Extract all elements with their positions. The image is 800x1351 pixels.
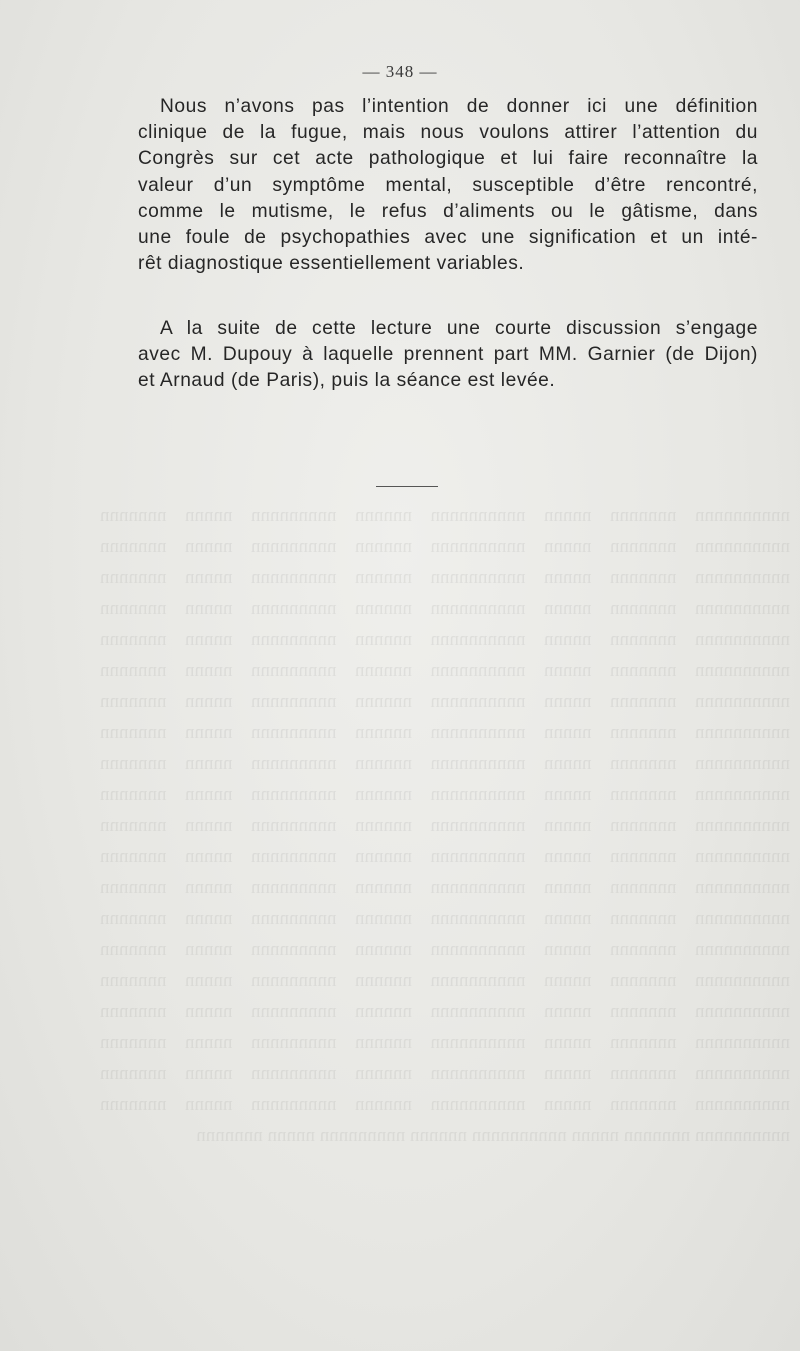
text-line: comme le mutisme, le refus d’aliments ou le gâtisme, dans: [138, 200, 758, 222]
paragraph-definition: [138, 94, 758, 277]
section-separator-rule: [376, 486, 438, 487]
show-through-texture: nnnnnnnnnn nnnnnnn nnnnn nnnnnnnnnn nnnnnn nnnnnnnnn nnnnn nnnnnnn nnnnnnnnnn nnnnnnn nnnnn nnnnnnnnnn nnnnnn nnnnnnnnn nnnnn nnnnnnn nnnnnnnnnn nnnnnnn nnnnn nnnnnnnnnn nnnnnn nnnnnnnnn nnnnn nnnnnnn nnnnnnnnnn nnnnnnn nnnnn nnnnnnnnnn nnnnnn nnnnnnnnn nnnnn nnnnnnn nnnnnnnnnn nnnnnnn nnnnn nnnnnnnnnn nnnnnn nnnnnnnnn nnnnn nnnnnnn nnnnnnnnnn nnnnnnn nnnnn nnnnnnnnnn nnnnnn nnnnnnnnn nnnnn nnnnnnn nnnnnnnnnn nnnnnnn nnnnn nnnnnnnnnn nnnnnn nnnnnnnnn nnnnn nnnnnnn nnnnnnnnnn nnnnnnn nnnnn nnnnnnnnnn nnnnnn nnnnnnnnn nnnnn nnnnnnn nnnnnnnnnn nnnnnnn nnnnn nnnnnnnnnn nnnnnn nnnnnnnnn nnnnn nnnnnnn nnnnnnnnnn nnnnnnn nnnnn nnnnnnnnnn nnnnnn nnnnnnnnn nnnnn nnnnnnn nnnnnnnnnn nnnnnnn nnnnn nnnnnnnnnn nnnnnn nnnnnnnnn nnnnn nnnnnnn nnnnnnnnnn nnnnnnn nnnnn nnnnnnnnnn nnnnnn nnnnnnnnn nnnnn nnnnnnn nnnnnnnnnn nnnnnnn nnnnn nnnnnnnnnn nnnnnn nnnnnnnnn nnnnn nnnnnnn nnnnnnnnnn nnnnnnn nnnnn nnnnnnnnnn nnnnnn nnnnnnnnn nnnnn nnnnnnn nnnnnnnnnn nnnnnnn nnnnn nnnnnnnnnn nnnnnn nnnnnnnnn nnnnn nnnnnnn nnnnnnnnnn nnnnnnn nnnnn nnnnnnnnnn nnnnnn nnnnnnnnn nnnnn nnnnnnn nnnnnnnnnn nnnnnnn nnnnn nnnnnnnnnn nnnnnn nnnnnnnnn nnnnn nnnnnnn nnnnnnnnnn nnnnnnn nnnnn nnnnnnnnnn nnnnnn nnnnnnnnn nnnnn nnnnnnn nnnnnnnnnn nnnnnnn nnnnn nnnnnnnnnn nnnnnn nnnnnnnnn nnnnn nnnnnnn nnnnnnnnnn nnnnnnn nnnnn nnnnnnnnnn nnnnnn nnnnnnnnn nnnnn nnnnnnn nnnnnnnnnn nnnnnnn nnnnn nnnnnnnnnn nnnnnn nnnnnnnnn nnnnn nnnnnnn: [100, 505, 790, 1146]
text-line: valeur d’un symptôme mental, susceptible d’être rencontré,: [138, 174, 758, 196]
paragraph-discussion: [138, 316, 758, 395]
page-number: — 348 —: [362, 62, 438, 81]
text-line: avec M. Dupouy à laquelle prennent part MM. Garnier (de Dijon): [138, 344, 758, 366]
text-line: une foule de psychopathies avec une signification et un inté-: [138, 227, 758, 249]
text-line: Nous n’avons pas l’intention de donner ici une définition: [160, 96, 758, 117]
text-line: et Arnaud (de Paris), puis la séance est levée.: [138, 370, 556, 392]
text-line: Congrès sur cet acte pathologique et lui faire reconnaître la: [138, 148, 758, 170]
text-line: rêt diagnostique essentiellement variables.: [138, 253, 525, 275]
text-line: clinique de la fugue, mais nous voulons attirer l’attention du: [138, 122, 758, 144]
text-line: A la suite de cette lecture une courte discussion s’engage: [160, 318, 758, 339]
